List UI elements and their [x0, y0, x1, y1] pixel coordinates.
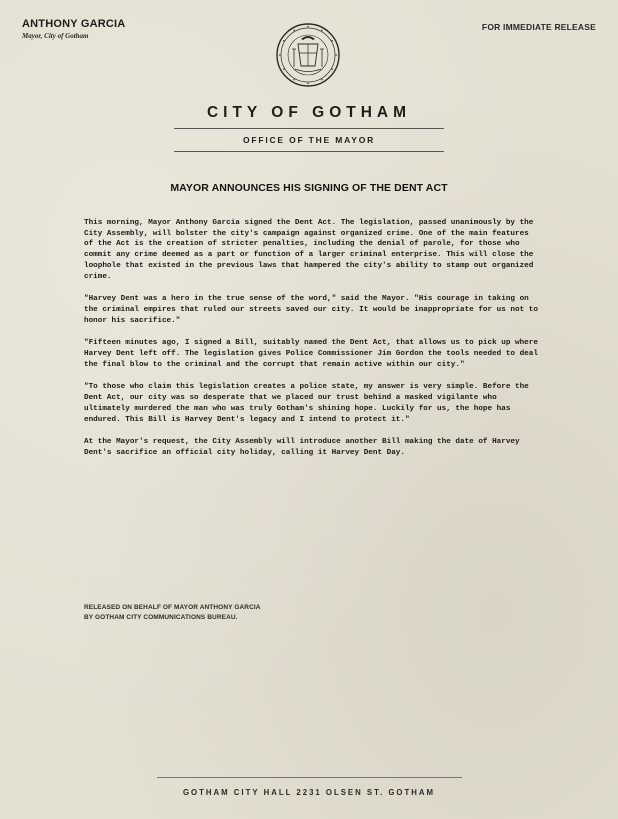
- paragraph: "Harvey Dent was a hero in the true sense of the word," said the Mayor. "His courage in taking on the criminal empires that ruled our streets saved our city. It would be inappropriate for us not to honor his sacrifice.": [84, 295, 538, 325]
- title-divider-top: [174, 128, 444, 129]
- city-seal-icon: [275, 22, 341, 88]
- release-label: FOR IMMEDIATE RELEASE: [481, 22, 596, 32]
- footer-address: GOTHAM CITY HALL 2231 OLSEN ST. GOTHAM: [182, 788, 436, 797]
- footnote-line: RELEASED ON BEHALF OF MAYOR ANTHONY GARCIA: [84, 604, 261, 611]
- office-title: OFFICE OF THE MAYOR: [242, 135, 376, 145]
- paragraph: At the Mayor's request, the City Assembly will introduce another Bill making the date of Harvey Dent's sacrifice an official city holiday, calling it Harvey Dent Day.: [84, 438, 520, 457]
- sender-title: Mayor, City of Gotham: [22, 32, 89, 40]
- title-divider-bottom: [174, 151, 444, 152]
- paragraph: "Fifteen minutes ago, I signed a Bill, suitably named the Dent Act, that allows us to pick up where Harvey Dent left off. The legislation gives Police Commissioner Jim Gordon the tools needed to deal the final blow to the criminal and the corrupt that remain active within our city.": [84, 339, 538, 369]
- sender-block: [22, 18, 125, 40]
- paragraph: This morning, Mayor Anthony Garcia signed the Dent Act. The legislation, passed unanimously by the City Assembly, will bolster the city's campaign against organized crime. One of the main features of the Act is the creation of stricter penalties, including the denial of parole, for those who commit any crime deemed as a part or function of a larger criminal enterprise. This will close the loophole that existed in the previous laws that hampered the city's ability to stamp out organized crime.: [84, 219, 534, 281]
- sender-name: ANTHONY GARCIA: [22, 18, 126, 30]
- footnote-line: BY GOTHAM CITY COMMUNICATIONS BUREAU.: [84, 614, 238, 621]
- paragraph: "To those who claim this legislation creates a police state, my answer is very simple. Before the Dent Act, our city was so desperate that we placed our trust behind a masked vigilante who ultimately murdered the man who was truly Gotham's shining hope. Luckily for us, the hope has endured. This Bill is Harvey Dent's legacy and I intend to protect it.": [84, 383, 529, 424]
- press-release-body: [84, 218, 538, 471]
- headline: MAYOR ANNOUNCES HIS SIGNING OF THE DENT ACT: [170, 182, 448, 194]
- footer-divider: [157, 777, 462, 778]
- release-footnote: [84, 603, 261, 623]
- city-title: CITY OF GOTHAM: [206, 104, 412, 121]
